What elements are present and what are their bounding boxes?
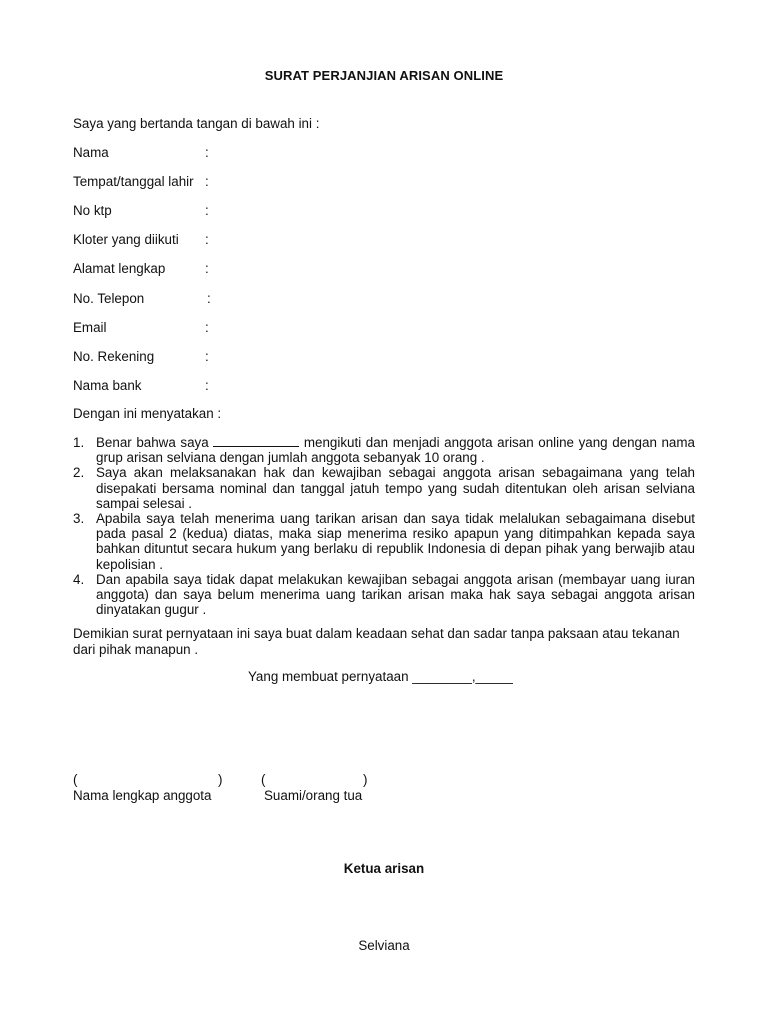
list-item <box>73 511 695 572</box>
field-colon: : <box>205 320 209 335</box>
statement-text-post: mengikuti dan menjadi anggota arisan online yang dengan nama grup arisan selviana dengan jumlah anggota sebanyak 10 orang . <box>96 435 695 466</box>
field-colon: : <box>205 232 209 247</box>
list-number: 1. <box>73 435 85 450</box>
statement-list <box>73 435 695 617</box>
maker-line: Yang membuat pernyataan ________,_____ <box>248 669 513 684</box>
field-colon: : <box>205 349 209 364</box>
statement-text: Apabila saya telah menerima uang tarikan arisan dan saya tidak melalukan sebagaimana disebut pada pasal 2 (kedua) diatas, maka siap menerima resiko apapun yang ditimpahkan kepada saya bahkan dituntut secara hukum yang berlaku di republik Indonesia di depan pihak yang berwajib atau kepolisian . <box>96 511 695 572</box>
field-colon: : <box>207 291 211 306</box>
list-item <box>73 435 695 465</box>
list-item <box>73 572 695 618</box>
statement-text: Dan apabila saya tidak dapat melakukan kewajiban sebagai anggota arisan (membayar uang iuran anggota) dan saya belum menerima uang tarikan arisan maka hak saya sebagai anggota arisan dinyatakan gugur . <box>96 571 695 618</box>
signature-open-paren: ( <box>73 772 78 787</box>
field-label-no-ktp: No ktp <box>73 203 112 218</box>
declare-heading: Dengan ini menyatakan : <box>73 406 222 421</box>
guardian-signature-label: Suami/orang tua <box>264 788 363 803</box>
name-blank-line <box>213 435 299 447</box>
statement-text: Saya akan melaksanakan hak dan kewajiban sebagai anggota arisan sebagaimana yang telah disepakati bersama nominal dan tanggal jatuh tempo yang sudah ditentukan oleh arisan selviana sampai selesai . <box>96 465 695 511</box>
field-label-rekening: No. Rekening <box>73 349 155 364</box>
field-colon: : <box>205 203 209 218</box>
field-label-email: Email <box>73 320 107 335</box>
list-number: 3. <box>73 511 85 527</box>
statement-text-pre: Benar bahwa saya <box>96 435 209 450</box>
field-label-kloter: Kloter yang diikuti <box>73 232 179 247</box>
member-signature-label: Nama lengkap anggota <box>73 788 212 803</box>
field-colon: : <box>205 145 209 160</box>
field-label-tempat-tanggal-lahir: Tempat/tanggal lahir <box>73 174 194 189</box>
field-label-nama: Nama <box>73 145 109 160</box>
list-item <box>73 465 695 511</box>
field-colon: : <box>205 378 209 393</box>
signature-close-paren: ) <box>218 772 223 787</box>
field-label-nama-bank: Nama bank <box>73 378 142 393</box>
field-label-alamat: Alamat lengkap <box>73 261 166 276</box>
field-colon: : <box>205 174 209 189</box>
intro-text: Saya yang bertanda tangan di bawah ini : <box>73 116 320 131</box>
field-label-telepon: No. Telepon <box>73 291 145 306</box>
list-number: 4. <box>73 571 85 587</box>
chair-name: Selviana <box>358 938 410 953</box>
closing-paragraph: Demikian surat pernyataan ini saya buat dalam keadaan sehat dan sadar tanpa paksaan atau tekanan dari pihak manapun . <box>73 626 680 657</box>
chair-title: Ketua arisan <box>343 861 425 876</box>
signature-open-paren: ( <box>261 772 266 787</box>
document-title: SURAT PERJANJIAN ARISAN ONLINE <box>264 68 504 83</box>
signature-close-paren: ) <box>363 772 368 787</box>
list-number: 2. <box>73 465 85 481</box>
field-colon: : <box>205 261 209 276</box>
